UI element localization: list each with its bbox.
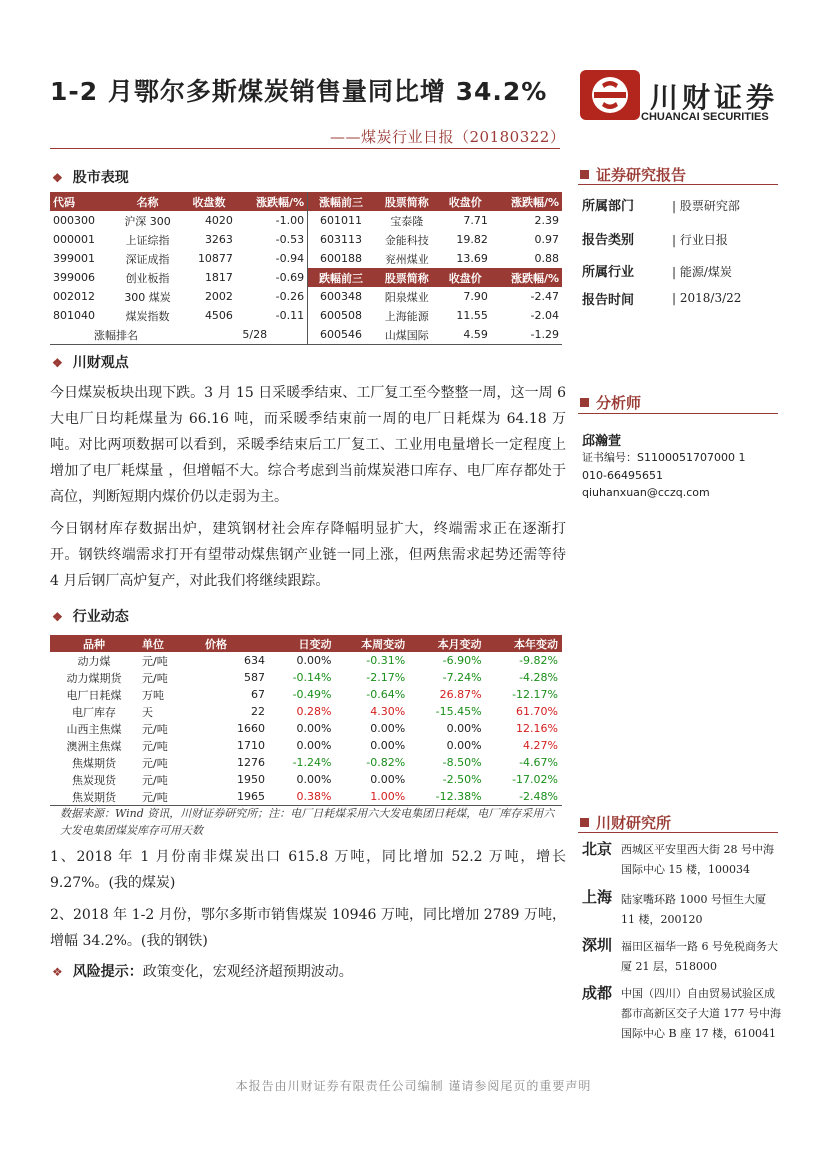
cell: 上证综指 <box>125 233 170 247</box>
cell: 0.00% <box>296 654 332 667</box>
cell: 000300 <box>53 214 95 227</box>
cell: -9.82% <box>519 654 558 667</box>
cell: 2002 <box>204 290 233 303</box>
cell: 元/吨 <box>142 773 168 787</box>
cell: -0.11 <box>275 309 305 322</box>
cell: 0.88 <box>534 252 559 265</box>
cell: -0.26 <box>275 290 305 303</box>
cell: 600348 <box>308 287 374 306</box>
office-address-chengdu: 中国（四川）自由贸易试验区成都市高新区交子大道 177 号中海国际中心 B 座 17 楼，610041 <box>621 987 781 1040</box>
cell: 0.38% <box>269 788 335 806</box>
diamond-icon: ❖ <box>52 965 63 979</box>
table-row <box>50 268 562 287</box>
cell: 兖州煤业 <box>384 252 429 266</box>
cell: 002012 <box>53 290 95 303</box>
view-section-title: ❖ 川财观点 <box>52 355 129 371</box>
cell: -8.50% <box>442 756 482 769</box>
cell: 634 <box>244 654 265 667</box>
office-city-shanghai: 上海 <box>582 888 613 906</box>
cell: 3263 <box>204 233 233 246</box>
cell: 1276 <box>237 756 265 769</box>
cell: 11.55 <box>456 309 488 322</box>
cell: 澳洲主焦煤 <box>66 739 122 753</box>
page-title: 1-2 月鄂尔多斯煤炭销售量同比增 34.2% <box>50 77 548 106</box>
cell: -15.45% <box>435 705 482 718</box>
table-row <box>50 249 562 268</box>
cell: 1950 <box>237 773 265 786</box>
sidebar-divider <box>578 413 778 414</box>
cell: 电厂日耗煤 <box>66 688 122 702</box>
cell: 0.00% <box>370 739 406 752</box>
office-address-beijing: 西城区平安里西大街 28 号中海国际中心 15 楼，100034 <box>621 843 774 876</box>
market-section-title: ❖ 股市表现 <box>52 170 129 186</box>
cell: 上海能源 <box>384 309 429 323</box>
col-header: 跌幅前三 <box>308 268 374 287</box>
table-row <box>50 737 562 754</box>
cell: 600508 <box>308 306 374 325</box>
cell: 山西主焦煤 <box>66 722 122 736</box>
diamond-icon: ❖ <box>52 171 63 185</box>
cell: 电厂库存 <box>72 705 116 719</box>
cell: 12.16% <box>516 722 558 735</box>
news-item-2: 2、2018 年 1-2 月份，鄂尔多斯市销售煤炭 10946 万吨，同比增加 2789 万吨，增幅 34.2%。(我的钢铁) <box>50 907 566 949</box>
col-header: 代码 <box>50 192 113 211</box>
cell: 元/吨 <box>142 756 168 770</box>
diamond-icon: ❖ <box>52 610 63 624</box>
rank-value: 5/28 <box>182 325 308 345</box>
report-type-heading: 证券研究报告 <box>580 164 686 185</box>
col-header: 涨幅前三 <box>308 192 374 211</box>
office-address-shenzhen: 福田区福华一路 6 号免税商务大厦 21 层，518000 <box>621 940 778 973</box>
logo-text-en: CHUANCAI SECURITIES <box>641 111 769 123</box>
cell: -12.17% <box>512 688 558 701</box>
view-paragraph-2: 今日钢材库存数据出炉，建筑钢材社会库存降幅明显扩大，终端需求正在逐渐打开。钢铁终端需求打开有望带动煤焦钢产业链一同上涨，但两焦需求起势还需等待 4 月后钢厂高炉复产，对此我们将继续跟踪。 <box>50 521 566 589</box>
cell: 0.00% <box>370 773 406 786</box>
square-bullet-icon <box>580 818 589 827</box>
cell: 399006 <box>53 271 95 284</box>
cell: 13.69 <box>456 252 488 265</box>
analyst-email[interactable]: qiuhanxuan@cczq.com <box>582 486 710 499</box>
info-value-date: | 2018/3/22 <box>672 291 742 305</box>
cell: -2.17% <box>366 671 406 684</box>
cell: 宝泰隆 <box>390 214 424 228</box>
cell: 600546 <box>308 325 374 345</box>
analyst-name: 邱瀚萱 <box>582 434 622 449</box>
cell: 1965 <box>201 788 269 806</box>
cell: 601011 <box>308 211 374 230</box>
col-header: 涨跌幅/% <box>236 192 308 211</box>
table-row <box>50 230 562 249</box>
cell: 万吨 <box>142 688 164 702</box>
cell: 元/吨 <box>138 788 201 806</box>
view-paragraph-1: 今日煤炭板块出现下跌。3 月 15 日采暖季结束、工厂复工至今整整一周，这一周 6 大电厂日均耗煤量为 66.16 吨，而采暖季结束前一周的电厂日耗煤为 64.18 万吨。对比两项数据可以看到，采暖季结束后工厂复工、工业用电量增长一定程度上增加了电厂耗煤量 ，但增幅不大。综合考虑到当前煤炭港口库存、电厂库存都处于高位，判断短期内煤价仍以走弱为主。 <box>50 385 566 505</box>
cell: 801040 <box>53 309 95 322</box>
cell: 600188 <box>308 249 374 268</box>
analyst-phone: 010-66495651 <box>582 469 663 482</box>
page-footer: 本报告由川财证券有限责任公司编制 谨请参阅尾页的重要声明 <box>235 1079 592 1093</box>
cell: 动力煤 <box>77 654 111 668</box>
col-header: 单位 <box>138 635 201 652</box>
market-table <box>50 192 562 345</box>
news-item-1: 1、2018 年 1 月份南非煤炭出口 615.8 万吨，同比增加 52.2 万吨，增长 9.27%。(我的煤炭) <box>50 849 566 891</box>
cell: 0.00% <box>370 722 406 735</box>
cell: 4.30% <box>370 705 406 718</box>
col-header: 股票简称 <box>374 268 440 287</box>
col-header: 涨跌幅/% <box>491 268 562 287</box>
office-city-beijing: 北京 <box>582 840 613 858</box>
cell: 000001 <box>53 233 95 246</box>
cell: 金能科技 <box>384 233 429 247</box>
cell: 19.82 <box>456 233 488 246</box>
info-label-industry: 所属行业 <box>582 265 635 280</box>
cell: 587 <box>244 671 265 684</box>
table-row <box>50 788 562 806</box>
info-label-date: 报告时间 <box>582 293 635 308</box>
cell: -6.90% <box>442 654 482 667</box>
col-header: 股票简称 <box>374 192 440 211</box>
cell: 61.70% <box>516 705 558 718</box>
header-divider <box>50 148 560 149</box>
cell: -0.64% <box>366 688 406 701</box>
page-subtitle: ——煤炭行业日报（20180322） <box>330 128 566 146</box>
cell: 7.90 <box>463 290 488 303</box>
col-header: 品种 <box>50 635 138 652</box>
cell: 煤炭指数 <box>125 309 170 323</box>
table-row <box>50 771 562 788</box>
cell: 4506 <box>204 309 233 322</box>
cell: 动力煤期货 <box>66 671 122 685</box>
cell: 4.27% <box>523 739 558 752</box>
info-label-type: 报告类别 <box>582 233 635 248</box>
cell: 0.97 <box>534 233 559 246</box>
cell: 元/吨 <box>142 654 168 668</box>
logo-text-cn: 川财证券 <box>650 81 779 114</box>
cell: 0.00% <box>296 739 332 752</box>
col-header: 收盘价 <box>440 192 491 211</box>
table-row <box>50 325 562 345</box>
analyst-heading: 分析师 <box>580 392 641 413</box>
cell: 4020 <box>204 214 233 227</box>
cell: 焦煤期货 <box>72 756 116 770</box>
risk-label: 风险提示： <box>72 964 143 980</box>
cell: -0.53 <box>275 233 305 246</box>
cell: -2.47 <box>530 290 559 303</box>
info-value-industry: | 能源/煤炭 <box>672 265 732 279</box>
cell: 2.39 <box>534 214 559 227</box>
cell: -2.04 <box>530 309 559 322</box>
cell: 元/吨 <box>142 739 168 753</box>
cell: 1710 <box>237 739 265 752</box>
office-city-chengdu: 成都 <box>582 984 613 1002</box>
cell: 4.59 <box>440 325 491 345</box>
cell: -0.31% <box>366 654 406 667</box>
chuancai-logo-icon <box>580 70 640 120</box>
col-header: 本周变动 <box>335 635 409 652</box>
info-label-dept: 所属部门 <box>582 199 635 214</box>
cell: 沪深 300 <box>124 214 171 228</box>
rank-label: 涨幅排名 <box>50 325 182 345</box>
cell: 399001 <box>53 252 95 265</box>
table-row <box>50 720 562 737</box>
col-header: 本月变动 <box>409 635 485 652</box>
cell: 元/吨 <box>142 671 168 685</box>
cell: 元/吨 <box>142 722 168 736</box>
col-header: 本年变动 <box>486 635 562 652</box>
cell: 天 <box>142 705 153 719</box>
cell: 山煤国际 <box>374 325 440 345</box>
cell: 焦炭期货 <box>50 788 138 806</box>
cell: -4.67% <box>519 756 558 769</box>
square-bullet-icon <box>580 398 589 407</box>
cell: -4.28% <box>519 671 558 684</box>
info-value-dept: | 股票研究部 <box>672 199 740 213</box>
cell: -1.00 <box>275 214 305 227</box>
cell: 0.00% <box>446 739 482 752</box>
cell: 1817 <box>204 271 233 284</box>
cell: 67 <box>251 688 265 701</box>
col-header: 价格 <box>201 635 269 652</box>
table-row <box>50 754 562 771</box>
diamond-icon: ❖ <box>52 356 63 370</box>
office-city-shenzhen: 深圳 <box>582 936 613 954</box>
cell: -17.02% <box>512 773 558 786</box>
cell: 0.00% <box>446 722 482 735</box>
risk-warning <box>52 961 353 981</box>
cell: 深证成指 <box>125 252 170 266</box>
cell: 300 煤炭 <box>124 290 171 304</box>
col-header: 收盘数 <box>182 192 236 211</box>
cell: 7.71 <box>463 214 488 227</box>
institute-heading: 川财研究所 <box>580 812 671 833</box>
cell: 0.28% <box>296 705 332 718</box>
table-row <box>50 306 562 325</box>
info-value-type: | 行业日报 <box>672 233 728 247</box>
cell: 1.00% <box>335 788 409 806</box>
cell: -12.38% <box>409 788 485 806</box>
cell: -0.94 <box>275 252 305 265</box>
table-row <box>50 686 562 703</box>
cell: 0.00% <box>296 773 332 786</box>
table-row <box>50 652 562 669</box>
industry-section-title: ❖ 行业动态 <box>52 609 129 625</box>
cell: -1.24% <box>292 756 332 769</box>
cell: -0.82% <box>366 756 406 769</box>
col-header: 涨跌幅/% <box>491 192 562 211</box>
col-header: 日变动 <box>269 635 335 652</box>
cell: -0.49% <box>292 688 332 701</box>
industry-table <box>50 635 562 806</box>
cell: 1660 <box>237 722 265 735</box>
cell: 22 <box>251 705 265 718</box>
cell: 26.87% <box>439 688 482 701</box>
cell: 603113 <box>308 230 374 249</box>
table-row <box>50 287 562 306</box>
col-header: 收盘价 <box>440 268 491 287</box>
sidebar-divider <box>578 832 778 833</box>
sidebar-divider <box>578 184 778 185</box>
cell: -7.24% <box>442 671 482 684</box>
risk-text: 政策变化，宏观经济超预期波动。 <box>142 964 353 980</box>
col-header: 名称 <box>113 192 182 211</box>
cell: 创业板指 <box>125 271 170 285</box>
square-bullet-icon <box>580 170 589 179</box>
analyst-cert: 证书编号：S1100051707000 1 <box>582 451 746 464</box>
table-row <box>50 703 562 720</box>
table-row <box>50 211 562 230</box>
cell: 10877 <box>197 252 233 265</box>
cell: -1.29 <box>491 325 562 345</box>
cell: -2.48% <box>486 788 562 806</box>
cell: -2.50% <box>442 773 482 786</box>
office-address-shanghai: 陆家嘴环路 1000 号恒生大厦 11 楼，200120 <box>621 893 766 926</box>
cell: 0.00% <box>296 722 332 735</box>
cell: -0.14% <box>292 671 332 684</box>
cell: 焦炭现货 <box>72 773 116 787</box>
data-source-note: 数据来源：Wind 资讯，川财证券研究所；注：电厂日耗煤采用六大发电集团日耗煤，电厂库存采用六大发电集团煤炭库存可用天数 <box>60 807 555 837</box>
table-row <box>50 669 562 686</box>
cell: -0.69 <box>275 271 305 284</box>
cell: 阳泉煤业 <box>384 290 429 304</box>
